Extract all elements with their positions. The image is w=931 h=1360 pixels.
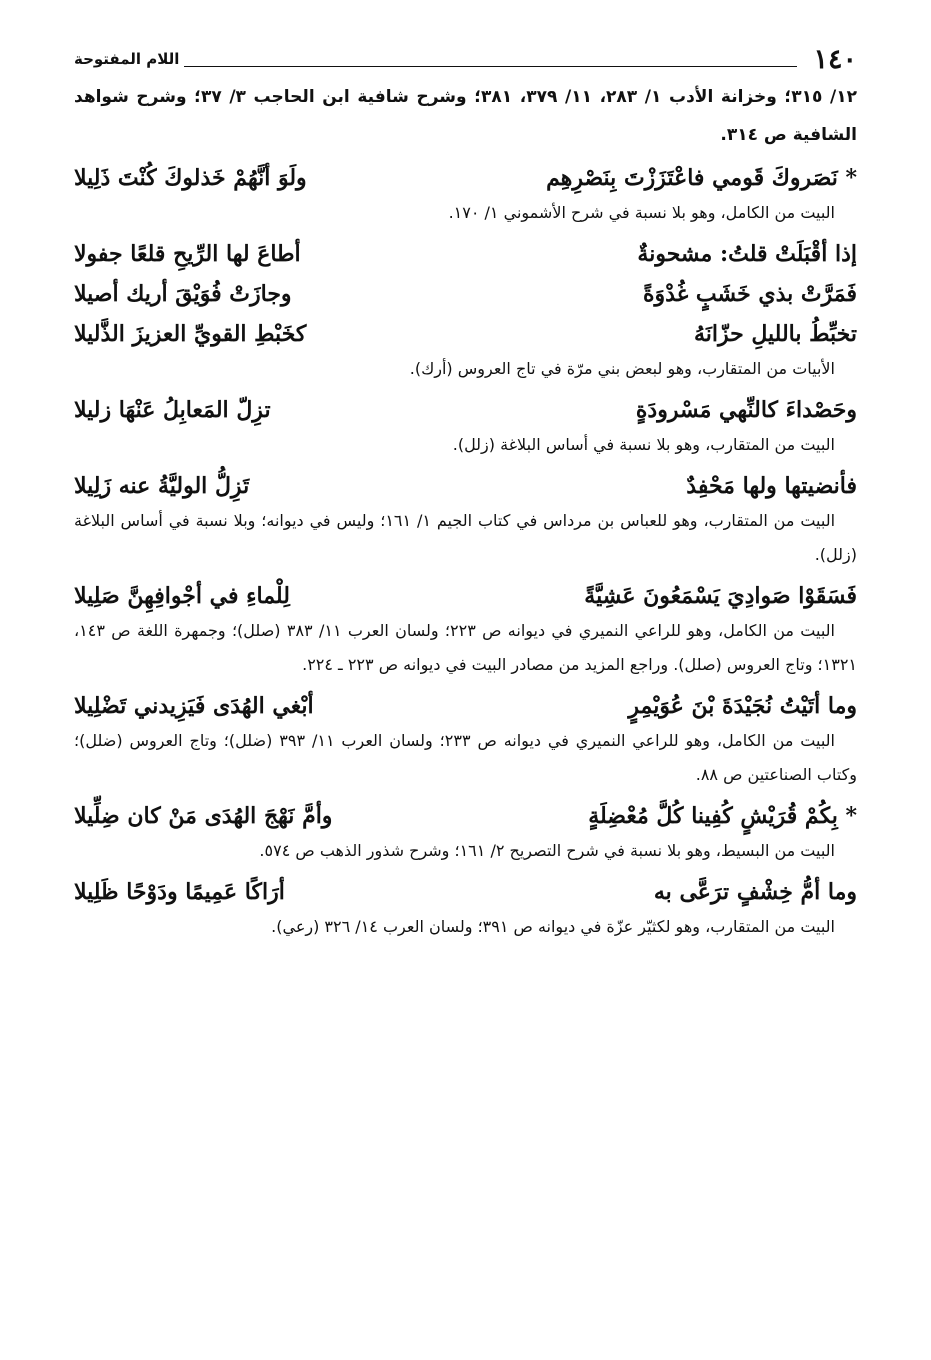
verse-second-hemistich: كخَبْطِ القويِّ العزيزَ الذَّليلا: [74, 321, 307, 347]
poem-entry: [74, 392, 857, 462]
document-page: [74, 44, 857, 1320]
verse-source: البيت من البسيط، وهو بلا نسبة في شرح التصريح ٢/ ١٦١؛ وشرح شذور الذهب ص ٥٧٤.: [259, 841, 835, 860]
verse-second-hemistich: أبْغي الهُدَى فَيَزِيدني تَضْلِيلا: [74, 693, 314, 719]
verse-line: [74, 578, 857, 614]
poem-entry: [74, 874, 857, 944]
verse-second-hemistich: أطاعَ لها الرِّيحِ قلعًا جفولا: [74, 241, 301, 267]
verse-line: [74, 874, 857, 910]
verse-line: [74, 392, 857, 428]
verse-first-hemistich: تخبِّطُ بالليلِ حزّانَهُ: [693, 321, 857, 347]
verse-first-hemistich: وما أتَيْتُ نُجَيْدَةَ بْنَ عُوَيْمِرٍ: [628, 693, 857, 719]
intro-references: ١٢/ ٣١٥؛ وخزانة الأدب ١/ ٢٨٣، ١١/ ٣٧٩، ٣٨١؛ وشرح شافية ابن الحاجب ٣/ ٣٧؛ وشرح شواهد الشافية ص ٣١٤.: [74, 87, 857, 145]
verse-second-hemistich: أرَاكًا عَمِيمًا ودَوْحًا ظَلِيلا: [74, 879, 285, 905]
verse-source: البيت من المتقارب، وهو بلا نسبة في أساس البلاغة (زلل).: [452, 435, 835, 454]
verse-line: [74, 236, 857, 272]
verse-first-hemistich: فأنضيتها ولها مَحْفِدٌ: [686, 473, 857, 499]
verse-first-hemistich: إذا أقْبَلَتْ قلتُ: مشحونةٌ: [637, 241, 857, 267]
verse-first-hemistich: وحَصْداءَ كالنِّهي مَسْرودَةٍ: [635, 397, 857, 423]
verse-source: البيت من الكامل، وهو للراعي النميري في ديوانه ص ٢٢٣؛ ولسان العرب ١١/ ٣٨٣ (صلل)؛ وجمهرة اللغة ص ١٤٣، ١٣٢١؛ وتاج العروس (صلل). وراجع المزيد من مصادر البيت في ديوانه ص ٢٢٣ ـ ٢٢٤.: [74, 621, 857, 674]
verse-second-hemistich: تَزِلُّ الوليَّةُ عنه زَلِيلا: [74, 473, 250, 499]
poem-entry: [74, 236, 857, 386]
page-header: [74, 44, 857, 78]
poem-entry: [74, 468, 857, 572]
poem-entry: [74, 688, 857, 792]
verse-source: الأبيات من المتقارب، وهو لبعض بني مرّة في تاج العروس (أرك).: [409, 359, 835, 378]
verse-line: [74, 160, 857, 196]
poem-entry: [74, 578, 857, 682]
verse-line: [74, 688, 857, 724]
verse-first-hemistich: فَسَقَوْا صَوادِيَ يَسْمَعُونَ عَشِيَّةً: [584, 583, 857, 609]
verse-source: البيت من المتقارب، وهو للعباس بن مرداس في كتاب الجيم ١/ ١٦١؛ وليس في ديوانه؛ وبلا نسبة في أساس البلاغة (زلل).: [74, 511, 857, 564]
verse-second-hemistich: تزِلّ المَعابِلُ عَنْهَا زليلا: [74, 397, 271, 423]
poem-entry: [74, 798, 857, 868]
verse-source: البيت من الكامل، وهو للراعي النميري في ديوانه ص ٢٣٣؛ ولسان العرب ١١/ ٣٩٣ (ضلل)؛ وتاج العروس (ضلل)؛ وكتاب الصناعتين ص ٨٨.: [74, 731, 857, 784]
verse-second-hemistich: وجازَتْ فُوَيْقَ أريك أصيلا: [74, 281, 292, 307]
page-number: ١٤٠: [813, 44, 857, 75]
verse-second-hemistich: وأمَّ نَهْجَ الهُدَى مَنْ كان ضِلِّيلا: [74, 803, 333, 829]
verse-source: البيت من المتقارب، وهو لكثيّر عزّة في ديوانه ص ٣٩١؛ ولسان العرب ١٤/ ٣٢٦ (رعي).: [271, 917, 835, 936]
verse-line: [74, 468, 857, 504]
header-rule: [184, 66, 797, 67]
verse-source: البيت من الكامل، وهو بلا نسبة في شرح الأشموني ١/ ١٧٠.: [448, 203, 835, 222]
verse-first-hemistich: وما أمُّ خِشْفٍ ترَعَّى به: [653, 879, 857, 905]
chapter-title: اللام المفتوحة: [74, 50, 180, 68]
poem-entry: [74, 160, 857, 230]
verse-first-hemistich: * نَصَروكَ قَومي فاعْتَزَزْتَ بِنَصْرِهِم: [546, 165, 857, 191]
verse-second-hemistich: لِلْماءِ في أجْوافِهِنَّ صَلِيلا: [74, 583, 290, 609]
verse-first-hemistich: فَمَرَّتْ بذي خَشَبٍ غُدْوَةً: [643, 281, 857, 307]
verse-second-hemistich: ولَوَ أنَّهُمْ خَذلوكَ كُنْتَ ذَلِيلا: [74, 165, 307, 191]
verse-line: [74, 276, 857, 312]
verse-line: [74, 316, 857, 352]
verse-line: [74, 798, 857, 834]
verse-first-hemistich: * بِكُمْ قُرَيْشٍ كُفِينا كُلَّ مُعْضِلَةٍ: [588, 803, 857, 829]
